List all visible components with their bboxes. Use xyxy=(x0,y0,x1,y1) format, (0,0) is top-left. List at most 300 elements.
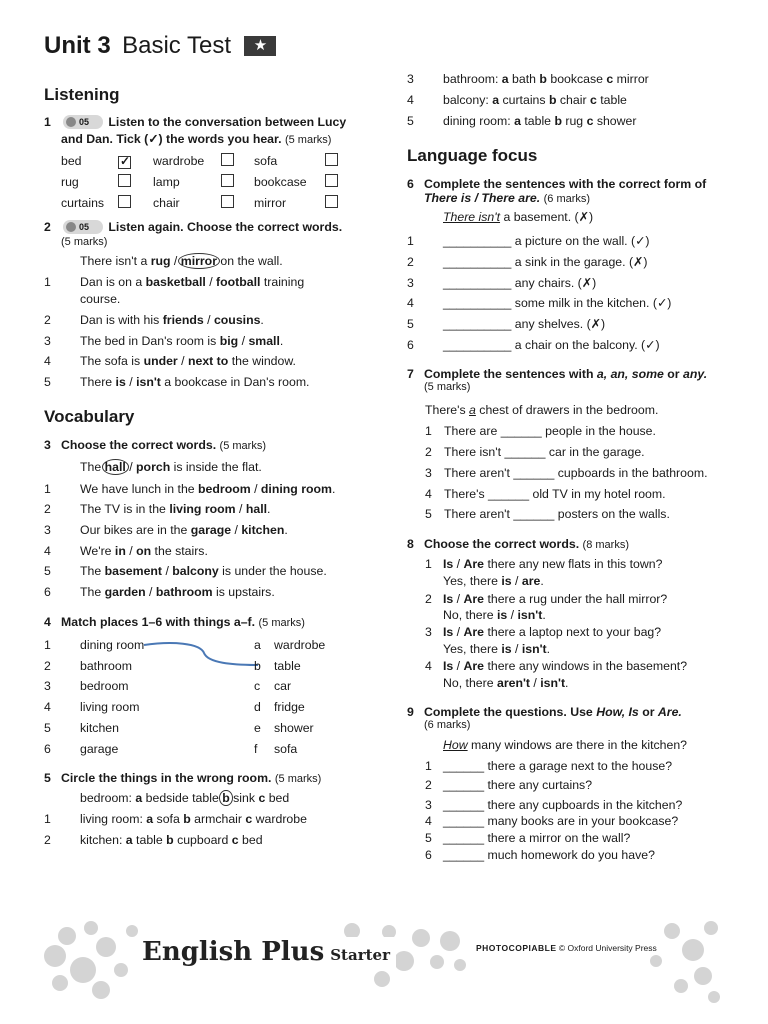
item-number: 5 xyxy=(407,114,414,128)
q1-text-line2: and Dan. Tick (✓) the words you hear. xyxy=(61,132,282,146)
text: We're xyxy=(80,544,115,558)
item-letter: b xyxy=(254,659,261,673)
room-label: kitchen: xyxy=(80,833,126,847)
star-badge-icon: ★ xyxy=(244,36,276,56)
option-a[interactable]: Is xyxy=(443,557,454,571)
item-number: 4 xyxy=(407,93,414,107)
tick-box-wardrobe[interactable] xyxy=(221,153,234,166)
item-number: 2 xyxy=(425,778,432,792)
place-name: kitchen xyxy=(80,721,119,735)
option-a[interactable]: aren't xyxy=(497,676,530,690)
item-text: No, there aren't / isn't. xyxy=(443,676,569,690)
item-text xyxy=(80,832,263,848)
item-number: 3 xyxy=(44,334,51,348)
fill-blank-text[interactable]: __________ any shelves. (✗) xyxy=(443,317,606,331)
text: The TV is in the xyxy=(80,502,170,516)
item-number: 5 xyxy=(407,317,414,331)
q6-number: 6 xyxy=(407,177,414,191)
example-text: on the wall. xyxy=(216,254,283,268)
match-connector-line xyxy=(142,639,262,669)
option-b[interactable]: isn't xyxy=(136,375,161,389)
option-b[interactable]: Are xyxy=(463,625,485,639)
text: The xyxy=(80,564,105,578)
q1-text-line1: Listen to the conversation between Lucy xyxy=(108,115,347,129)
item-text: Our bikes are in the garage / kitchen. xyxy=(80,523,288,537)
example-answer: How xyxy=(443,738,468,752)
option-a[interactable]: garage xyxy=(190,523,232,537)
option-a[interactable]: basement xyxy=(104,564,163,578)
text: Dan is with his xyxy=(80,313,163,327)
item-number: 2 xyxy=(44,659,51,673)
option-b[interactable]: cousins xyxy=(213,313,261,327)
tick-word: lamp xyxy=(153,175,180,189)
footer-banner xyxy=(44,915,724,1015)
item-number: 5 xyxy=(425,831,432,845)
fill-blank-text[interactable]: __________ some milk in the kitchen. (✓) xyxy=(443,296,672,310)
example-text: The xyxy=(80,460,105,474)
item-number: 6 xyxy=(44,585,51,599)
option-text: sofa xyxy=(153,812,184,826)
q3-marks: (5 marks) xyxy=(219,440,266,452)
option-c[interactable]: c xyxy=(606,72,614,86)
text: there a laptop next to your bag? xyxy=(484,625,662,639)
fill-blank-text[interactable]: ______ there any cupboards in the kitchen? xyxy=(443,798,683,812)
listening-heading: Listening xyxy=(44,85,120,104)
text: The sofa is xyxy=(80,354,144,368)
q6-marks: (6 marks) xyxy=(543,193,591,205)
q6-text-line1: Complete the sentences with the correct form of xyxy=(424,177,707,191)
item-number: 5 xyxy=(425,507,432,521)
fill-blank-text[interactable]: ______ there any curtains? xyxy=(443,778,593,792)
option-text: bath xyxy=(508,72,540,86)
item-text: The sofa is under / next to the window. xyxy=(80,354,296,368)
q4-instruction xyxy=(44,614,305,631)
item-number: 1 xyxy=(44,482,51,496)
photocopiable-label: PHOTOCOPIABLE xyxy=(476,943,557,953)
tick-word: bookcase xyxy=(254,175,307,189)
example-text: There isn't a xyxy=(80,254,151,268)
q3-text: Choose the correct words. xyxy=(61,438,217,452)
fill-blank-text[interactable]: There aren't ______ posters on the walls. xyxy=(444,507,670,521)
fill-blank-text[interactable]: ______ many books are in your bookcase? xyxy=(443,814,679,828)
option-b[interactable]: b xyxy=(548,93,557,107)
option-a: rug xyxy=(150,254,171,268)
option-text: sink xyxy=(229,791,259,805)
option-text: shower xyxy=(593,114,637,128)
option-b[interactable]: next to xyxy=(187,354,229,368)
fill-blank-text[interactable]: There's ______ old TV in my hotel room. xyxy=(444,487,666,501)
tick-box-bed[interactable] xyxy=(118,156,131,169)
option-a[interactable]: bedroom xyxy=(198,482,251,496)
option-text: bed xyxy=(265,791,290,805)
item-letter: e xyxy=(254,721,261,735)
option-a[interactable]: basketball xyxy=(145,275,206,289)
q2-text: Listen again. Choose the correct words. xyxy=(108,220,343,234)
q2-marks: (5 marks) xyxy=(61,236,108,248)
thing-name: sofa xyxy=(274,742,298,756)
item-number: 1 xyxy=(44,812,51,826)
item-number: 2 xyxy=(407,255,414,269)
item-number: 2 xyxy=(425,445,432,459)
q5-number: 5 xyxy=(44,771,51,785)
text: The xyxy=(80,585,105,599)
option-a[interactable]: is xyxy=(501,642,512,656)
fill-blank-text[interactable]: __________ any chairs. (✗) xyxy=(443,276,597,290)
q7-number: 7 xyxy=(407,367,414,381)
copyright-text: © Oxford University Press xyxy=(558,943,657,953)
option-a[interactable]: is xyxy=(497,608,508,622)
english-plus-logo xyxy=(136,937,396,967)
text: a bookcase in Dan's room. xyxy=(160,375,310,389)
item-text: Yes, there is / isn't. xyxy=(443,642,551,656)
circled-answer: b xyxy=(219,790,233,806)
item-number: 1 xyxy=(44,275,51,289)
q8-number: 8 xyxy=(407,537,414,551)
option-b[interactable]: dining room xyxy=(260,482,332,496)
tick-box-lamp[interactable] xyxy=(221,174,234,187)
item-letter: f xyxy=(254,742,258,756)
item-number: 3 xyxy=(407,72,414,86)
audio-track-icon[interactable] xyxy=(63,220,103,234)
option-c[interactable]: c xyxy=(586,114,594,128)
tick-box-bookcase[interactable] xyxy=(325,174,338,187)
item-letter: a xyxy=(254,638,261,652)
option-a[interactable]: living room xyxy=(169,502,236,516)
option-text: wardrobe xyxy=(252,812,307,826)
q4-marks: (5 marks) xyxy=(258,617,305,629)
q7-words: a, an, some xyxy=(596,367,664,381)
item-number: 4 xyxy=(44,544,51,558)
q2-number: 2 xyxy=(44,220,51,234)
item-number: 3 xyxy=(425,466,432,480)
text: . xyxy=(267,502,271,516)
tick-word: bed xyxy=(61,154,82,168)
option-b[interactable]: kitchen xyxy=(241,523,285,537)
item-number: 1 xyxy=(425,557,432,571)
option-text: cupboard xyxy=(173,833,232,847)
item-text: No, there is / isn't. xyxy=(443,608,546,622)
q7-marks: (5 marks) xyxy=(424,381,471,393)
option-a[interactable]: big xyxy=(219,334,239,348)
option-letter: a xyxy=(135,791,143,805)
option-b[interactable]: hall xyxy=(245,502,268,516)
option-text: table xyxy=(132,833,167,847)
item-number: 6 xyxy=(425,848,432,862)
q7-text: Complete the sentences with xyxy=(424,367,597,381)
item-number: 1 xyxy=(44,638,51,652)
q5-text: Circle the things in the wrong room. xyxy=(61,771,272,785)
tick-box-curtains[interactable] xyxy=(118,195,131,208)
q8-instruction xyxy=(407,536,629,553)
example-text: There's xyxy=(425,403,470,417)
option-b[interactable]: on xyxy=(136,544,152,558)
q9-text: or xyxy=(638,705,658,719)
option-a[interactable]: Is xyxy=(443,592,454,606)
q7-example xyxy=(425,402,658,418)
item-text xyxy=(80,811,307,827)
item-number: 5 xyxy=(44,375,51,389)
item-text: The TV is in the living room / hall. xyxy=(80,502,271,516)
tick-word: sofa xyxy=(254,154,278,168)
item-number: 6 xyxy=(407,338,414,352)
option-a[interactable]: is xyxy=(501,574,512,588)
place-name: garage xyxy=(80,742,119,756)
audio-track-number: 05 xyxy=(79,117,90,127)
q3-number: 3 xyxy=(44,438,51,452)
example-text: a basement. (✗) xyxy=(500,210,594,224)
item-text: Yes, there is / are. xyxy=(443,574,544,588)
item-text: We have lunch in the bedroom / dining room. xyxy=(80,482,336,496)
tick-box-mirror[interactable] xyxy=(325,195,338,208)
option-a[interactable]: a xyxy=(492,93,500,107)
item-letter: c xyxy=(254,679,261,693)
q5-instruction xyxy=(44,770,321,787)
option-b[interactable]: bathroom xyxy=(155,585,213,599)
option-text: bookcase xyxy=(546,72,607,86)
q9-example xyxy=(443,737,687,753)
tick-word: wardrobe xyxy=(153,154,205,168)
item-number: 2 xyxy=(44,313,51,327)
q9-words: Are. xyxy=(657,705,682,719)
item-number: 3 xyxy=(407,276,414,290)
fill-blank-text[interactable]: __________ a sink in the garage. (✗) xyxy=(443,255,648,269)
q8-marks: (8 marks) xyxy=(582,539,629,551)
level-name: Starter xyxy=(330,946,390,964)
option-b[interactable]: b xyxy=(183,812,191,826)
example-text: is inside the flat. xyxy=(170,460,262,474)
item-number: 3 xyxy=(425,625,432,639)
item-number: 4 xyxy=(407,296,414,310)
text: Yes, there xyxy=(443,574,502,588)
example-answer: a xyxy=(469,403,476,417)
item-text: Dan is on a basketball / football training xyxy=(80,275,305,289)
option-b[interactable]: football xyxy=(216,275,261,289)
text: there any windows in the basement? xyxy=(484,659,688,673)
item-number: 4 xyxy=(44,700,51,714)
option-b[interactable]: isn't xyxy=(521,642,547,656)
q9-marks: (6 marks) xyxy=(424,719,471,731)
option-b[interactable]: isn't xyxy=(517,608,543,622)
q9-text: Complete the questions. Use xyxy=(424,705,597,719)
option-text: curtains xyxy=(499,93,549,107)
item-number: 6 xyxy=(44,742,51,756)
text: There xyxy=(80,375,116,389)
page-title xyxy=(44,32,276,60)
item-letter: d xyxy=(254,700,261,714)
separator: / xyxy=(125,460,137,474)
place-name: dining room xyxy=(80,638,145,652)
circled-answer: mirror xyxy=(178,253,220,269)
text: Our bikes are in the xyxy=(80,523,191,537)
text: We have lunch in the xyxy=(80,482,199,496)
item-text: There is / isn't a bookcase in Dan's room. xyxy=(80,375,310,389)
q7-text: or xyxy=(663,367,684,381)
q1-instruction-line2 xyxy=(61,131,331,148)
q1-marks: (5 marks) xyxy=(284,134,332,146)
text: . xyxy=(565,676,569,690)
option-b[interactable]: b xyxy=(554,114,562,128)
tick-box-chair[interactable] xyxy=(221,195,234,208)
option-text: bed xyxy=(238,833,263,847)
text: . xyxy=(542,608,546,622)
thing-name: shower xyxy=(274,721,314,735)
q6-instruction-line2 xyxy=(424,190,590,207)
room-label: bedroom: xyxy=(80,791,136,805)
option-b[interactable]: isn't xyxy=(540,676,566,690)
q3-example xyxy=(80,459,262,475)
language-focus-heading: Language focus xyxy=(407,146,538,165)
option-a[interactable]: under xyxy=(143,354,178,368)
tick-word: mirror xyxy=(254,196,287,210)
option-b[interactable]: Are xyxy=(463,592,485,606)
item-text: course. xyxy=(80,292,121,306)
option-c[interactable]: c xyxy=(245,812,253,826)
option-text: chair xyxy=(556,93,590,107)
option-a[interactable]: a xyxy=(146,812,154,826)
tick-box-rug[interactable] xyxy=(118,174,131,187)
option-text: table xyxy=(520,114,555,128)
item-text: Is / Are there any windows in the basement? xyxy=(443,659,688,673)
text: . xyxy=(540,574,544,588)
q9-instruction xyxy=(407,704,682,720)
item-number: 4 xyxy=(425,814,432,828)
option-a[interactable]: a xyxy=(501,72,509,86)
option-b[interactable]: Are xyxy=(463,557,485,571)
option-text: mirror xyxy=(613,72,649,86)
text: . xyxy=(546,642,551,656)
text: there any new flats in this town? xyxy=(484,557,663,571)
option-text: table xyxy=(596,93,627,107)
tick-word: curtains xyxy=(61,196,105,210)
audio-track-icon[interactable] xyxy=(63,115,103,129)
q9-words: How, Is xyxy=(596,705,639,719)
text: No, there xyxy=(443,676,497,690)
option-b[interactable]: Are xyxy=(463,659,485,673)
option-b[interactable]: are xyxy=(521,574,541,588)
option-a[interactable]: a xyxy=(514,114,521,128)
room-label: living room: xyxy=(80,812,147,826)
item-text: We're in / on the stairs. xyxy=(80,544,208,558)
text: Dan is on a xyxy=(80,275,146,289)
text: . xyxy=(331,482,336,496)
vocabulary-heading: Vocabulary xyxy=(44,407,135,426)
option-text: rug xyxy=(561,114,587,128)
option-b[interactable]: small xyxy=(248,334,280,348)
option-a[interactable]: garden xyxy=(104,585,146,599)
item-text: Is / Are there a laptop next to your bag? xyxy=(443,625,662,639)
option-a[interactable]: friends xyxy=(162,313,204,327)
item-number: 3 xyxy=(44,523,51,537)
q6-example xyxy=(443,209,593,225)
option-text: armchair xyxy=(190,812,246,826)
text: No, there xyxy=(443,608,497,622)
item-number: 3 xyxy=(44,679,51,693)
q1-number: 1 xyxy=(44,115,51,129)
text: . xyxy=(284,523,288,537)
item-number: 4 xyxy=(425,659,432,673)
item-number: 5 xyxy=(44,564,51,578)
fill-blank-text[interactable]: There aren't ______ cupboards in the bathroom. xyxy=(444,466,708,480)
item-text: Dan is with his friends / cousins. xyxy=(80,313,264,327)
q3-instruction xyxy=(44,437,266,454)
item-number: 2 xyxy=(44,502,51,516)
brand-name: English Plus xyxy=(142,937,325,967)
thing-name: car xyxy=(274,679,292,693)
text: The bed in Dan's room is xyxy=(80,334,220,348)
option-text: bedside table xyxy=(142,791,223,805)
item-text xyxy=(443,71,649,87)
q9-number: 9 xyxy=(407,705,414,719)
text: . xyxy=(260,313,264,327)
example-text: many windows are there in the kitchen? xyxy=(467,738,688,752)
place-name: bedroom xyxy=(80,679,129,693)
place-name: bathroom xyxy=(80,659,132,673)
fill-blank-text[interactable]: ______ there a garage next to the house? xyxy=(443,759,673,773)
item-text xyxy=(443,113,636,129)
tick-box-sofa[interactable] xyxy=(325,153,338,166)
text: is upstairs. xyxy=(212,585,275,599)
option-a[interactable]: Is xyxy=(443,659,454,673)
q4-text: Match places 1–6 with things a–f. xyxy=(61,615,256,629)
text: training xyxy=(260,275,305,289)
item-number: 4 xyxy=(425,487,432,501)
fill-blank-text[interactable]: There isn't ______ car in the garage. xyxy=(444,445,645,459)
fill-blank-text[interactable]: There are ______ people in the house. xyxy=(444,424,656,438)
q6-text-line2: There is / There are. xyxy=(424,191,541,205)
tick-word: chair xyxy=(153,196,180,210)
q5-marks: (5 marks) xyxy=(274,773,322,785)
text: Yes, there xyxy=(443,642,502,656)
unit-label: Unit 3 xyxy=(44,32,111,59)
option-a[interactable]: a xyxy=(125,833,133,847)
option-a[interactable]: in xyxy=(114,544,126,558)
place-name: living room xyxy=(80,700,140,714)
room-label: dining room: xyxy=(443,114,515,128)
option-b[interactable]: b xyxy=(539,72,547,86)
item-number: 4 xyxy=(44,354,51,368)
q7-words: any. xyxy=(683,367,708,381)
fill-blank-text[interactable]: __________ a picture on the wall. (✓) xyxy=(443,234,650,248)
room-label: balcony: xyxy=(443,93,493,107)
option-b[interactable]: balcony xyxy=(172,564,219,578)
option-a[interactable]: Is xyxy=(443,625,454,639)
option-letter: c xyxy=(258,791,266,805)
item-number: 5 xyxy=(44,721,51,735)
item-text: The bed in Dan's room is big / small. xyxy=(80,334,284,348)
separator: / xyxy=(170,254,181,268)
option-b[interactable]: b xyxy=(166,833,174,847)
item-number: 2 xyxy=(425,592,432,606)
thing-name: table xyxy=(274,659,301,673)
item-text: The basement / balcony is under the house. xyxy=(80,564,327,578)
cd-icon xyxy=(66,117,76,127)
fill-blank-text[interactable]: ______ much homework do you have? xyxy=(443,848,655,862)
text: . xyxy=(279,334,284,348)
q2-instruction xyxy=(44,219,342,235)
copyright-notice xyxy=(472,943,661,953)
q5-example xyxy=(80,790,289,806)
q8-text: Choose the correct words. xyxy=(424,537,580,551)
tick-word: rug xyxy=(61,175,79,189)
item-text: Is / Are there any new flats in this town? xyxy=(443,557,663,571)
cd-icon xyxy=(66,222,76,232)
option-a[interactable]: is xyxy=(115,375,126,389)
fill-blank-text[interactable]: __________ a chair on the balcony. (✓) xyxy=(443,338,660,352)
option-c[interactable]: c xyxy=(589,93,597,107)
q7-instruction xyxy=(407,366,707,382)
option-c[interactable]: c xyxy=(231,833,239,847)
fill-blank-text[interactable]: ______ there a mirror on the wall? xyxy=(443,831,631,845)
